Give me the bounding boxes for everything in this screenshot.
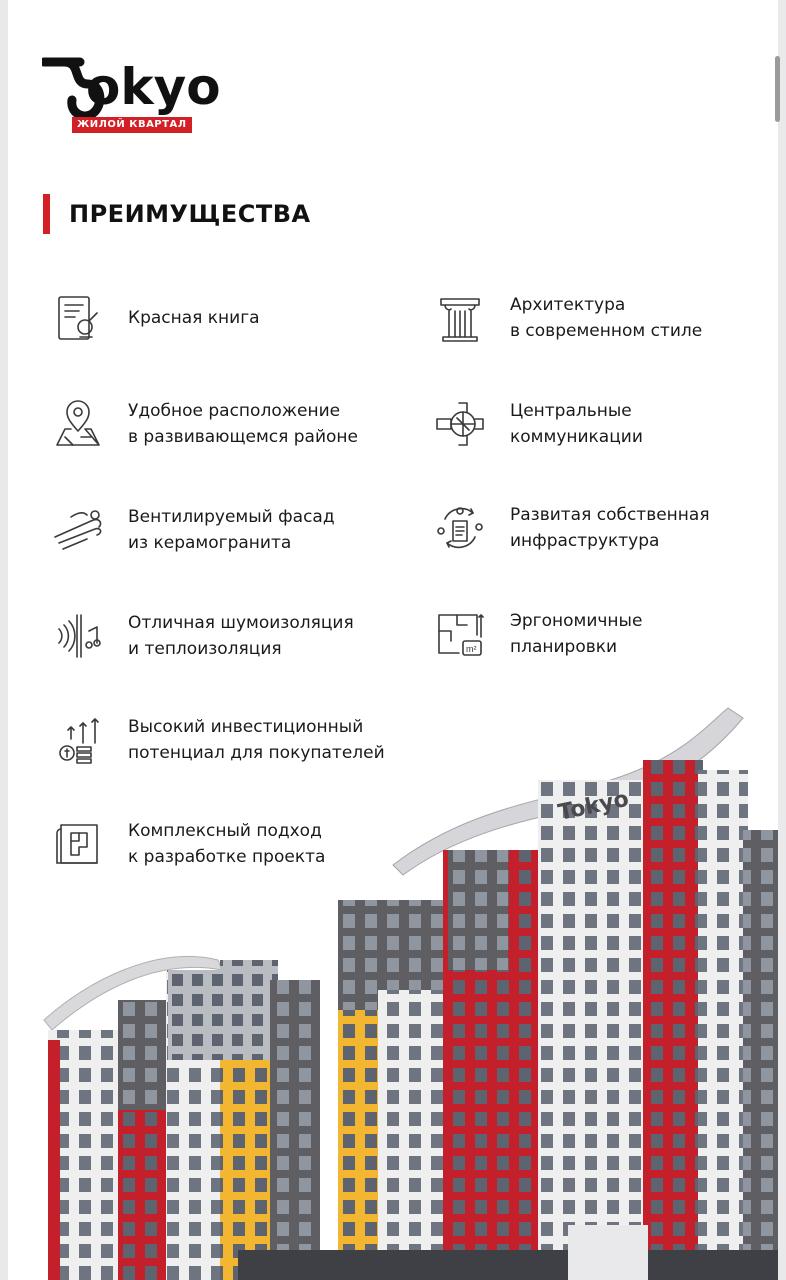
- feature-item: [50, 608, 354, 664]
- feature-item: [432, 396, 643, 452]
- feature-text: Архитектура в современном стиле: [510, 295, 703, 341]
- section-heading: ПРЕИМУЩЕСТВА: [69, 200, 311, 228]
- feature-text: Комплексный подход к разработке проекта: [128, 821, 326, 867]
- logo-subtitle: ЖИЛОЙ КВАРТАЛ: [72, 117, 192, 133]
- feature-text: Развитая собственная инфраструктура: [510, 505, 710, 551]
- map-pin-icon: [50, 396, 106, 452]
- feature-item: [50, 502, 335, 558]
- svg-text:m²: m²: [466, 644, 477, 654]
- section-title: [43, 194, 311, 234]
- feature-text: Вентилируемый фасад из керамогранита: [128, 507, 335, 553]
- feature-text: Удобное расположение в развивающемся районе: [128, 401, 358, 447]
- feature-text: Высокий инвестиционный потенциал для покупателей: [128, 717, 385, 763]
- advantages-page: [8, 0, 778, 1280]
- column-icon: [432, 290, 488, 346]
- feature-text: Отличная шумоизоляция и теплоизоляция: [128, 613, 354, 659]
- logo-word-visible: okyo: [86, 58, 221, 116]
- infrastructure-cycle-icon: [432, 500, 488, 556]
- tokyo-logo: [42, 52, 242, 142]
- feature-item: [432, 606, 642, 662]
- document-stamp-icon: [50, 290, 106, 346]
- floor-plan-icon: [432, 606, 488, 662]
- logo-wordmark: [86, 52, 221, 122]
- main-sign: Tokyo: [556, 786, 631, 826]
- feature-item: [432, 290, 702, 346]
- building-render-illustration: [8, 690, 778, 1280]
- feature-item: [50, 290, 260, 346]
- feature-item: [432, 500, 710, 556]
- feature-text: Красная книга: [128, 308, 260, 328]
- left-sign: ARTWIN: [70, 1019, 114, 1031]
- sound-insulation-icon: [50, 608, 106, 664]
- pipe-valve-icon: [432, 396, 488, 452]
- feature-text: Эргономичные планировки: [510, 611, 643, 657]
- section-accent-bar: [43, 194, 50, 234]
- scrollbar-thumb[interactable]: [775, 56, 780, 122]
- wind-icon: [50, 502, 106, 558]
- feature-text: Центральные коммуникации: [510, 401, 643, 447]
- feature-item: [50, 396, 358, 452]
